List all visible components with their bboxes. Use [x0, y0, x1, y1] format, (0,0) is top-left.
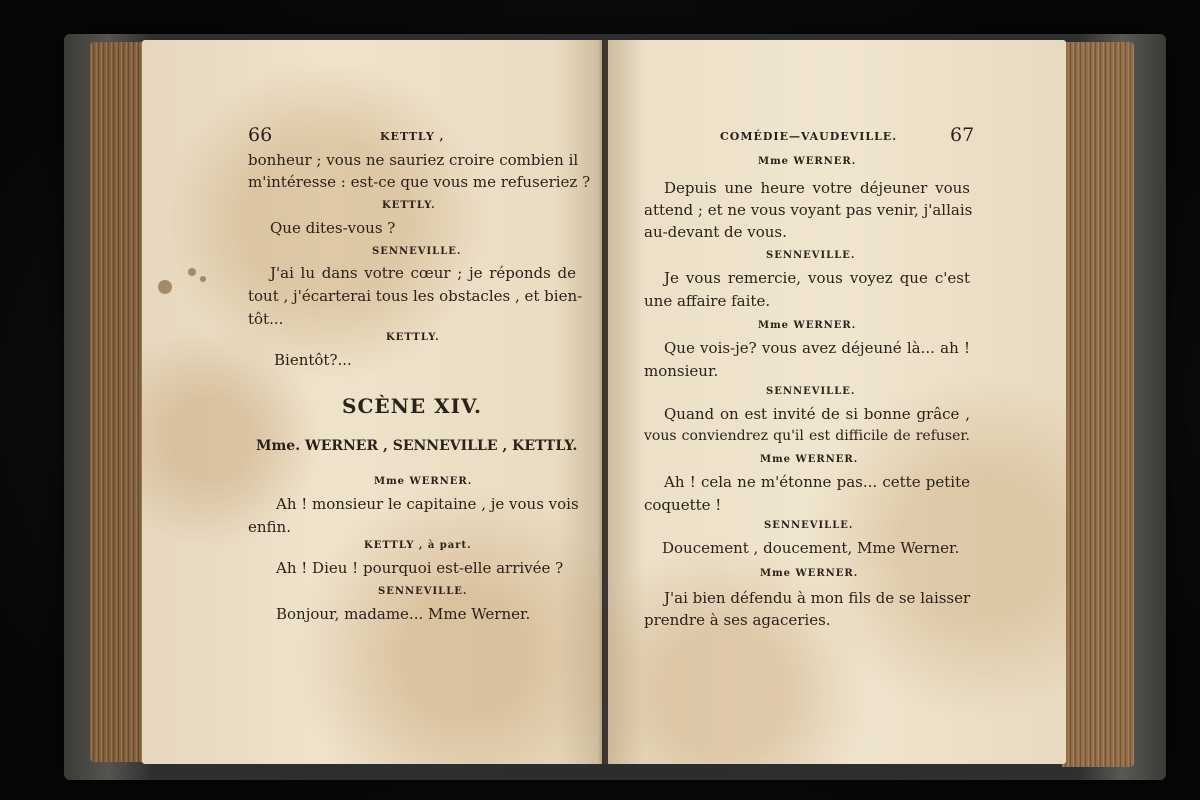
text-line: Je vous remercie, vous voyez que c'est	[664, 269, 970, 287]
text-line: tôt...	[248, 310, 284, 328]
text-line: J'ai lu dans votre cœur ; je réponds de	[270, 264, 576, 282]
foxing-spot	[158, 280, 172, 294]
foxing-spot	[188, 268, 196, 276]
speaker-name: KETTLY , à part.	[364, 540, 472, 551]
text-line: Ah ! Dieu ! pourquoi est-elle arrivée ?	[276, 559, 564, 577]
speaker-name: SENNEVILLE.	[766, 250, 856, 261]
speaker-name: KETTLY.	[386, 332, 440, 343]
speaker-name: Mme WERNER.	[760, 454, 859, 465]
speaker-name: Mme WERNER.	[758, 156, 857, 167]
page-number: 67	[950, 124, 975, 146]
text-line: J'ai bien défendu à mon fils de se laisser	[664, 589, 971, 607]
speaker-name: Mme WERNER.	[760, 568, 859, 579]
scene-title: SCÈNE XIV.	[342, 394, 482, 418]
speaker-name: SENNEVILLE.	[766, 386, 856, 397]
text-line: Depuis une heure votre déjeuner vous	[664, 179, 970, 197]
speaker-name: SENNEVILLE.	[764, 520, 854, 531]
text-line: une affaire faite.	[644, 292, 771, 310]
text-line: Ah ! monsieur le capitaine , je vous vois	[276, 495, 579, 513]
text-line: attend ; et ne vous voyant pas venir, j'allais	[644, 201, 973, 219]
foxing-spot	[200, 276, 206, 282]
scene-cast: Mme. WERNER , SENNEVILLE , KETTLY.	[256, 438, 578, 454]
text-line: enfin.	[248, 518, 291, 536]
speaker-name: SENNEVILLE.	[372, 246, 462, 257]
text-line: prendre à ses agaceries.	[644, 611, 831, 629]
text-line: Que vois-je? vous avez déjeuné là... ah !	[664, 339, 970, 357]
text-line: Que dites-vous ?	[270, 219, 396, 237]
text-line: vous conviendrez qu'il est difficile de refuser.	[644, 428, 970, 444]
text-line: bonheur ; vous ne sauriez croire combien il	[248, 151, 579, 169]
text-line: Doucement , doucement, Mme Werner.	[662, 539, 960, 557]
text-line: Bonjour, madame... Mme Werner.	[276, 605, 531, 623]
speaker-name: KETTLY.	[382, 200, 436, 211]
left-page	[142, 40, 602, 764]
text-line: m'intéresse : est-ce que vous me refuseriez ?	[248, 173, 591, 191]
text-line: Ah ! cela ne m'étonne pas... cette petite	[664, 473, 970, 491]
running-head: KETTLY ,	[380, 130, 445, 143]
page-number: 66	[248, 124, 273, 146]
text-line: tout , j'écarterai tous les obstacles , et bien-	[248, 287, 583, 305]
speaker-name: Mme WERNER.	[758, 320, 857, 331]
text-line: coquette !	[644, 496, 722, 514]
text-line: au-devant de vous.	[644, 223, 787, 241]
text-line: Quand on est invité de si bonne grâce ,	[664, 405, 970, 423]
text-line: Bientôt?...	[274, 351, 352, 369]
speaker-name: Mme WERNER.	[374, 476, 473, 487]
right-page	[608, 40, 1066, 764]
running-head: COMÉDIE—VAUDEVILLE.	[720, 130, 898, 143]
page-block-right-edge	[1062, 42, 1134, 767]
text-line: monsieur.	[644, 362, 719, 380]
speaker-name: SENNEVILLE.	[378, 586, 468, 597]
